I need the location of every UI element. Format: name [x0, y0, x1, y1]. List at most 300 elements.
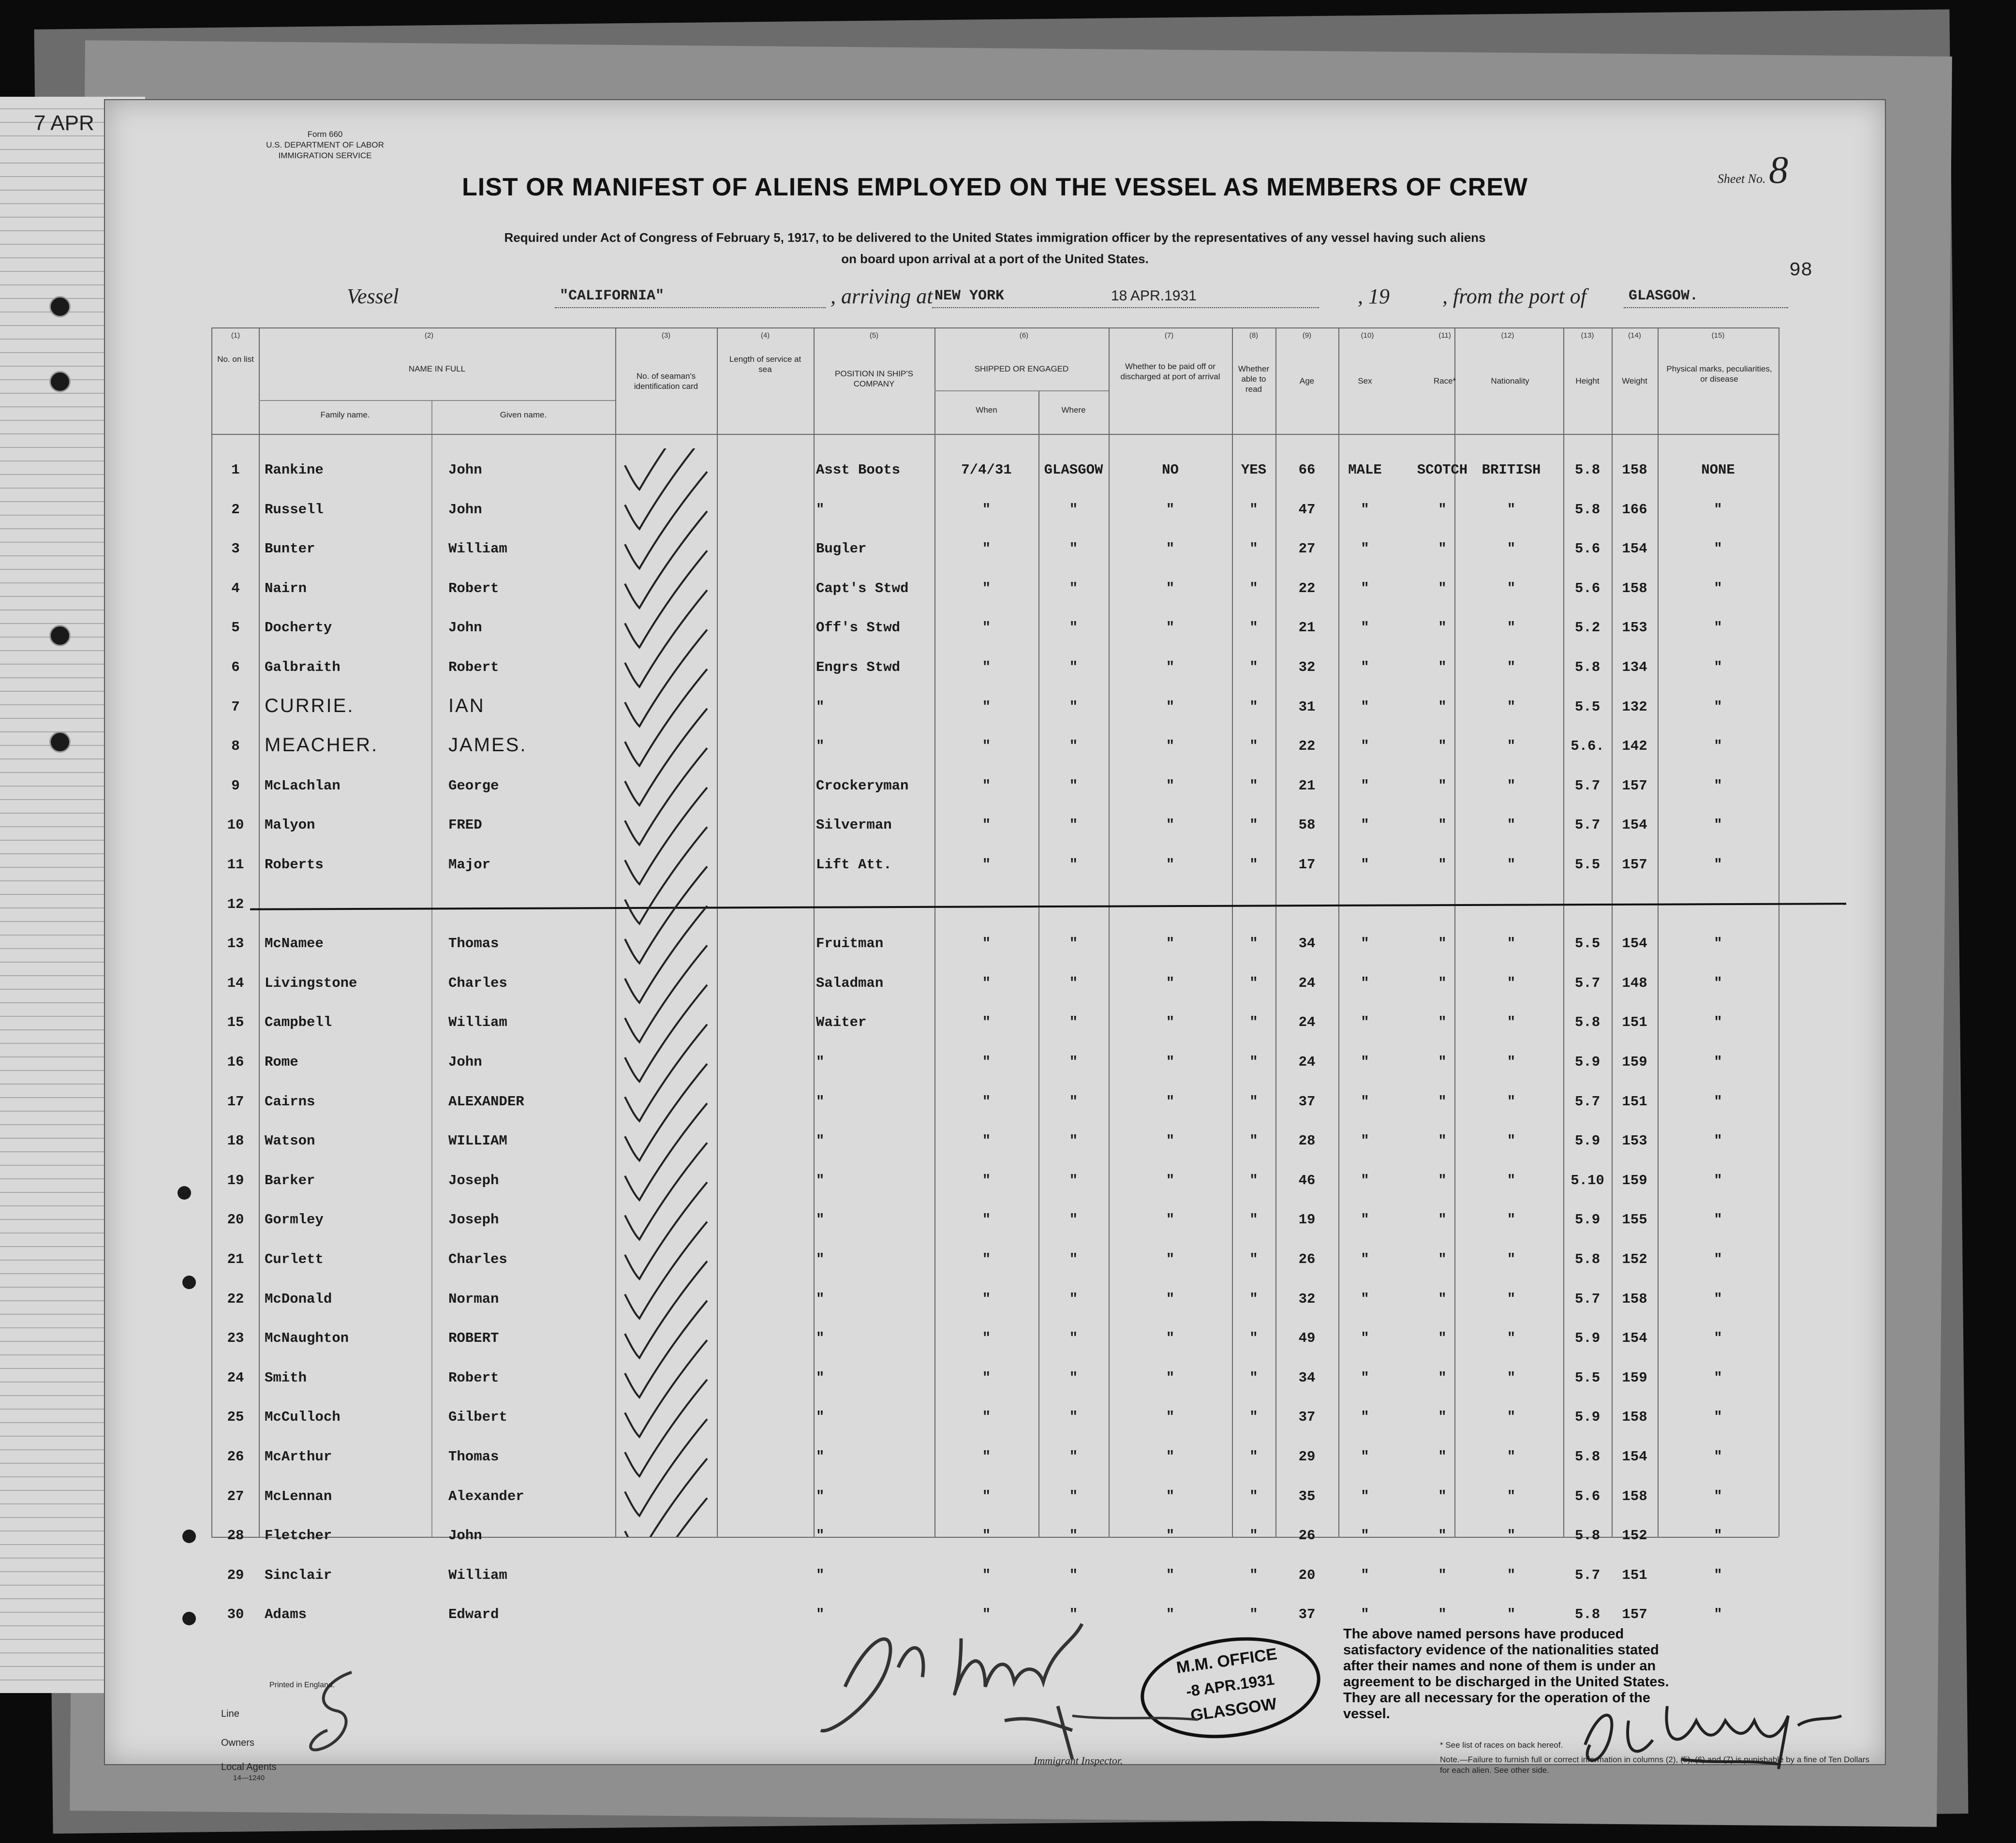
cell-weight: 151	[1622, 1093, 1647, 1110]
cell-height: 5.8	[1574, 1528, 1601, 1544]
cell-given: Major	[448, 857, 491, 873]
cell-weight: 157	[1622, 1606, 1647, 1623]
cell-weight: 154	[1622, 1449, 1647, 1465]
header-name: NAME IN FULL	[408, 364, 466, 373]
cell-position: "	[816, 1093, 825, 1110]
cell-position: "	[816, 1528, 825, 1544]
cell-no: 24	[227, 1369, 244, 1386]
table-row	[105, 848, 1885, 887]
cell-age: 58	[1298, 817, 1316, 833]
cell-marks: "	[1714, 857, 1722, 873]
punch-hole	[182, 1612, 196, 1625]
cell-sex: "	[1361, 1488, 1369, 1504]
cell-race: "	[1438, 857, 1447, 873]
cell-given: Gilbert	[448, 1409, 507, 1426]
header-paid: Whether to be paid off or discharged at port of arrival	[1120, 362, 1220, 381]
cell-family: Curlett	[265, 1251, 324, 1267]
cell-paid: "	[1166, 817, 1175, 833]
cell-age: 19	[1298, 1212, 1316, 1228]
cell-sex: "	[1361, 1133, 1369, 1149]
cell-given: ROBERT	[448, 1330, 499, 1347]
cell-paid: "	[1166, 1212, 1175, 1228]
cell-race: "	[1438, 1369, 1447, 1386]
header-race: Race*	[1433, 376, 1456, 386]
cell-no: 6	[231, 659, 240, 675]
cell-position: "	[816, 1449, 825, 1465]
cell-paid: "	[1166, 1014, 1175, 1031]
table-row	[105, 1361, 1885, 1400]
cell-height: 5.7	[1574, 975, 1601, 991]
cell-age: 37	[1298, 1606, 1316, 1623]
cell-marks: "	[1714, 1528, 1722, 1544]
cell-paid: "	[1166, 1251, 1175, 1267]
cell-where: "	[1069, 1488, 1078, 1504]
punch-hole	[49, 371, 71, 392]
cell-sex: "	[1361, 1172, 1369, 1189]
cell-age: 28	[1298, 1133, 1316, 1149]
cell-weight: 158	[1622, 1409, 1647, 1426]
cell-no: 1	[231, 462, 240, 478]
cell-race: "	[1438, 936, 1447, 952]
cell-marks: "	[1714, 1014, 1722, 1031]
cell-position: "	[816, 738, 825, 755]
cell-sex: "	[1361, 501, 1369, 518]
cell-height: 5.5	[1574, 699, 1601, 715]
cell-family: McCulloch	[265, 1409, 341, 1426]
arrival-port: NEW YORK	[934, 288, 1005, 304]
cell-height: 5.8	[1574, 1014, 1601, 1031]
cell-age: 22	[1298, 738, 1316, 755]
cell-age: 46	[1298, 1172, 1316, 1189]
cell-weight: 152	[1622, 1528, 1647, 1544]
cell-when: "	[982, 1449, 991, 1465]
vessel-name: "CALIFORNIA"	[560, 288, 665, 304]
cell-sex: "	[1361, 975, 1369, 991]
cell-age: 31	[1298, 699, 1316, 715]
cell-marks: "	[1714, 1093, 1722, 1110]
cell-height: 5.2	[1574, 620, 1601, 636]
cell-read: "	[1249, 777, 1258, 794]
cell-no: 11	[227, 857, 244, 873]
cell-when: "	[982, 1212, 991, 1228]
col-num-9: (9)	[1302, 331, 1312, 340]
col-num-4: (4)	[760, 331, 770, 340]
cell-when: "	[982, 580, 991, 596]
cell-when: "	[982, 1054, 991, 1070]
cell-position: "	[816, 1606, 825, 1623]
cell-weight: 166	[1622, 501, 1647, 518]
cell-no: 19	[227, 1172, 244, 1189]
cell-height: 5.8	[1574, 659, 1601, 675]
cell-no: 14	[227, 975, 244, 991]
col-num-11: (11)	[1438, 331, 1451, 340]
table-row	[105, 572, 1885, 611]
cell-height: 5.9	[1574, 1212, 1601, 1228]
cell-nationality: "	[1507, 501, 1516, 518]
cell-sex: "	[1361, 580, 1369, 596]
cell-weight: 159	[1622, 1172, 1647, 1189]
cell-race: "	[1438, 1449, 1447, 1465]
cell-height: 5.5	[1574, 1369, 1601, 1386]
cell-nationality: "	[1507, 1567, 1516, 1583]
cell-family: Bunter	[265, 541, 315, 557]
cell-marks: "	[1714, 580, 1722, 596]
cell-when: "	[982, 1567, 991, 1583]
cell-no: 29	[227, 1567, 244, 1583]
check-mark	[625, 1498, 707, 1537]
cell-when: "	[982, 1133, 991, 1149]
cell-marks: "	[1714, 1567, 1722, 1583]
table-row	[105, 1045, 1885, 1085]
cell-family: Galbraith	[265, 659, 341, 675]
cell-where: "	[1069, 1133, 1078, 1149]
punch-hole	[49, 296, 71, 317]
cell-family: Malyon	[265, 817, 315, 833]
cell-sex: "	[1361, 620, 1369, 636]
cell-position: "	[816, 1330, 825, 1347]
col-num-10: (10)	[1361, 331, 1374, 340]
header-height: Height	[1575, 376, 1600, 386]
cell-family: Barker	[265, 1172, 315, 1189]
cell-height: 5.8	[1574, 501, 1601, 518]
subtitle-line-1: Required under Act of Congress of February 5, 1917, to be delivered to the United States immigration officer by the representatives of any vessel having such aliens	[504, 230, 1486, 245]
cell-position: Waiter	[816, 1014, 867, 1031]
cell-when: "	[982, 501, 991, 518]
cell-where: "	[1069, 1172, 1078, 1189]
cell-paid: "	[1166, 777, 1175, 794]
cell-weight: 155	[1622, 1212, 1647, 1228]
cell-position: "	[816, 1369, 825, 1386]
punch-hole	[49, 625, 71, 646]
cell-when: "	[982, 699, 991, 715]
cell-position: "	[816, 1133, 825, 1149]
cell-when: "	[982, 1488, 991, 1504]
cell-weight: 134	[1622, 659, 1647, 675]
cell-no: 27	[227, 1488, 244, 1504]
cell-paid: "	[1166, 975, 1175, 991]
cell-where: "	[1069, 1291, 1078, 1307]
cell-position: "	[816, 1409, 825, 1426]
cell-given: William	[448, 1567, 507, 1583]
col-num-7: (7)	[1164, 331, 1174, 340]
col-num-15: (15)	[1711, 331, 1725, 340]
cell-marks: "	[1714, 1212, 1722, 1228]
cell-where: GLASGOW	[1044, 462, 1103, 478]
cell-sex: "	[1361, 777, 1369, 794]
cell-paid: "	[1166, 1133, 1175, 1149]
cell-race: "	[1438, 777, 1447, 794]
cell-sex: "	[1361, 1014, 1369, 1031]
arrival-date: 18 APR.1931	[1111, 288, 1197, 304]
cell-paid: "	[1166, 936, 1175, 952]
cell-no: 10	[227, 817, 244, 833]
owners-label: Owners	[221, 1738, 254, 1748]
cell-age: 24	[1298, 975, 1316, 991]
cell-position: "	[816, 1251, 825, 1267]
cell-where: "	[1069, 1409, 1078, 1426]
page-title: LIST OR MANIFEST OF ALIENS EMPLOYED ON THE VESSEL AS MEMBERS OF CREW	[462, 173, 1528, 201]
check-mark	[625, 448, 707, 529]
cell-age: 24	[1298, 1054, 1316, 1070]
cell-no: 8	[231, 738, 240, 755]
cell-family: Roberts	[265, 857, 324, 873]
cell-family: Rome	[265, 1054, 298, 1070]
col-num-3: (3)	[661, 331, 671, 340]
header-when: When	[976, 405, 997, 415]
cell-weight: 152	[1622, 1251, 1647, 1267]
cell-nationality: "	[1507, 1291, 1516, 1307]
cell-paid: "	[1166, 1291, 1175, 1307]
cell-age: 29	[1298, 1449, 1316, 1465]
cell-race: "	[1438, 580, 1447, 596]
cell-weight: 153	[1622, 1133, 1647, 1149]
cell-nationality: "	[1507, 699, 1516, 715]
table-row	[105, 532, 1885, 571]
cell-where: "	[1069, 580, 1078, 596]
cell-weight: 148	[1622, 975, 1647, 991]
cell-age: 17	[1298, 857, 1316, 873]
cell-height: 5.8	[1574, 462, 1601, 478]
cell-nationality: "	[1507, 738, 1516, 755]
cell-given: FRED	[448, 817, 482, 833]
cell-where: "	[1069, 1014, 1078, 1031]
cell-family: Adams	[265, 1606, 307, 1623]
cell-where: "	[1069, 1251, 1078, 1267]
cell-family: Russell	[265, 501, 324, 518]
cell-read: "	[1249, 1054, 1258, 1070]
stamp-top: M.M. OFFICE	[1175, 1645, 1278, 1677]
agents-code: 14—1240	[233, 1774, 265, 1782]
cell-where: "	[1069, 738, 1078, 755]
cell-sex: "	[1361, 541, 1369, 557]
cell-family: McNamee	[265, 936, 324, 952]
cell-weight: 151	[1622, 1014, 1647, 1031]
cell-when: "	[982, 1251, 991, 1267]
cell-when: "	[982, 1014, 991, 1031]
cell-age: 21	[1298, 620, 1316, 636]
cell-read: "	[1249, 1172, 1258, 1189]
cell-marks: "	[1714, 975, 1722, 991]
cell-position: Saladman	[816, 975, 884, 991]
from-port: GLASGOW.	[1629, 288, 1699, 304]
cell-where: "	[1069, 817, 1078, 833]
cell-family: MEACHER.	[265, 734, 379, 756]
table-row	[105, 1124, 1885, 1163]
cell-read: "	[1249, 1014, 1258, 1031]
cell-sex: "	[1361, 1330, 1369, 1347]
header-no: No. on list	[217, 355, 254, 364]
table-row	[105, 888, 1885, 927]
year-label: , 19	[1358, 284, 1390, 308]
cell-read: "	[1249, 620, 1258, 636]
cell-marks: "	[1714, 1330, 1722, 1347]
cell-paid: "	[1166, 1488, 1175, 1504]
cell-sex: "	[1361, 1449, 1369, 1465]
cell-sex: "	[1361, 1528, 1369, 1544]
cell-sex: "	[1361, 1369, 1369, 1386]
cell-nationality: "	[1507, 1488, 1516, 1504]
cell-position: Lift Att.	[816, 857, 892, 873]
cell-when: "	[982, 1291, 991, 1307]
cell-weight: 154	[1622, 541, 1647, 557]
cell-where: "	[1069, 1528, 1078, 1544]
cell-height: 5.6.	[1571, 738, 1604, 755]
cell-no: 7	[231, 699, 240, 715]
cell-height: 5.9	[1574, 1133, 1601, 1149]
cell-read: "	[1249, 1567, 1258, 1583]
header-family: Family name.	[320, 410, 370, 419]
cell-height: 5.8	[1574, 1449, 1601, 1465]
printed-note: Printed in England.	[269, 1681, 335, 1689]
cell-family: Campbell	[265, 1014, 332, 1031]
cell-when: "	[982, 541, 991, 557]
cell-nationality: BRITISH	[1482, 462, 1541, 478]
cell-marks: "	[1714, 936, 1722, 952]
cell-sex: "	[1361, 738, 1369, 755]
cell-sex: "	[1361, 1212, 1369, 1228]
col-num-8: (8)	[1249, 331, 1259, 340]
cell-when: "	[982, 1606, 991, 1623]
cell-nationality: "	[1507, 817, 1516, 833]
table-row	[105, 1164, 1885, 1203]
cell-given: Joseph	[448, 1212, 499, 1228]
from-label: , from the port of	[1442, 284, 1586, 308]
cell-no: 21	[227, 1251, 244, 1267]
cell-race: "	[1438, 699, 1447, 715]
cell-race: "	[1438, 1291, 1447, 1307]
cell-family: Gormley	[265, 1212, 324, 1228]
cell-where: "	[1069, 659, 1078, 675]
cell-age: 49	[1298, 1330, 1316, 1347]
cell-family: Sinclair	[265, 1567, 332, 1583]
punch-hole	[49, 731, 71, 753]
cell-where: "	[1069, 1369, 1078, 1386]
cell-given: George	[448, 777, 499, 794]
cell-sex: MALE	[1348, 462, 1382, 478]
col-num-6: (6)	[1019, 331, 1029, 340]
cell-paid: "	[1166, 1409, 1175, 1426]
cell-marks: "	[1714, 659, 1722, 675]
cell-where: "	[1069, 699, 1078, 715]
table-row	[105, 453, 1885, 492]
cell-given: Alexander	[448, 1488, 524, 1504]
col-num-5: (5)	[869, 331, 879, 340]
cell-sex: "	[1361, 659, 1369, 675]
cell-family: Nairn	[265, 580, 307, 596]
arriving-label: , arriving at	[830, 284, 933, 308]
race-note: * See list of races on back hereof.	[1440, 1740, 1563, 1750]
service: IMMIGRATION SERVICE	[278, 151, 372, 160]
cell-age: 24	[1298, 1014, 1316, 1031]
cell-marks: "	[1714, 817, 1722, 833]
cell-race: "	[1438, 1409, 1447, 1426]
cell-read: "	[1249, 541, 1258, 557]
cell-weight: 159	[1622, 1054, 1647, 1070]
cell-marks: "	[1714, 1606, 1722, 1623]
cell-read: "	[1249, 1488, 1258, 1504]
fine-note: Note.—Failure to furnish full or correct information in columns (2), (5), (6) and (7) is punishable by a fine of Ten Dollars for each alien. See other side.	[1440, 1755, 1869, 1775]
agents-label: Local Agents	[221, 1762, 277, 1772]
cell-nationality: "	[1507, 620, 1516, 636]
cell-weight: 158	[1622, 1291, 1647, 1307]
cell-position: "	[816, 1291, 825, 1307]
cell-family: Smith	[265, 1369, 307, 1386]
cell-read: "	[1249, 1133, 1258, 1149]
cell-no: 13	[227, 936, 244, 952]
cell-when: "	[982, 738, 991, 755]
cell-paid: "	[1166, 1567, 1175, 1583]
cell-no: 30	[227, 1606, 244, 1623]
header-position: POSITION IN SHIP'S COMPANY	[835, 369, 913, 388]
cell-height: 5.8	[1574, 1251, 1601, 1267]
inspector-label: Immigrant Inspector.	[1034, 1754, 1123, 1767]
cell-no: 18	[227, 1133, 244, 1149]
cell-paid: "	[1166, 580, 1175, 596]
cell-where: "	[1069, 975, 1078, 991]
table-row	[105, 1519, 1885, 1558]
table-row	[105, 808, 1885, 847]
stamp-date: -8 APR.1931	[1185, 1670, 1275, 1700]
cell-nationality: "	[1507, 1093, 1516, 1110]
col-num-13: (13)	[1581, 331, 1594, 340]
cell-sex: "	[1361, 817, 1369, 833]
cell-weight: 154	[1622, 817, 1647, 833]
cell-height: 5.9	[1574, 1409, 1601, 1426]
sheet-value: 8	[1769, 149, 1788, 192]
cell-given: IAN	[448, 695, 485, 716]
table-row	[105, 1006, 1885, 1045]
cell-sex: "	[1361, 857, 1369, 873]
cell-position: "	[816, 1567, 825, 1583]
cell-paid: "	[1166, 541, 1175, 557]
header-sex: Sex	[1358, 376, 1372, 386]
cell-where: "	[1069, 1330, 1078, 1347]
cell-position: Silverman	[816, 817, 892, 833]
cell-when: "	[982, 620, 991, 636]
table-row	[105, 1400, 1885, 1440]
cell-nationality: "	[1507, 1369, 1516, 1386]
cell-marks: "	[1714, 1409, 1722, 1426]
cell-race: "	[1438, 1093, 1447, 1110]
cell-marks: "	[1714, 1172, 1722, 1189]
cell-paid: "	[1166, 659, 1175, 675]
cell-position: Off's Stwd	[816, 620, 901, 636]
table-row	[105, 1282, 1885, 1322]
table-row	[105, 1480, 1885, 1519]
manifest-page	[104, 99, 1886, 1782]
cell-age: 32	[1298, 1291, 1316, 1307]
cell-race: "	[1438, 738, 1447, 755]
cell-given: John	[448, 501, 482, 518]
cell-paid: "	[1166, 1330, 1175, 1347]
corner-number: 98	[1789, 260, 1812, 282]
cell-race: "	[1438, 1528, 1447, 1544]
cell-when: "	[982, 1093, 991, 1110]
cell-no: 16	[227, 1054, 244, 1070]
form-number: Form 660	[307, 130, 343, 139]
cell-family: McArthur	[265, 1449, 332, 1465]
cell-paid: "	[1166, 1369, 1175, 1386]
table-row	[105, 1559, 1885, 1598]
cell-read: "	[1249, 1251, 1258, 1267]
cell-age: 66	[1298, 462, 1316, 478]
cell-height: 5.9	[1574, 1054, 1601, 1070]
cell-paid: "	[1166, 1172, 1175, 1189]
cell-weight: 157	[1622, 777, 1647, 794]
cell-marks: "	[1714, 777, 1722, 794]
cell-position: "	[816, 1212, 825, 1228]
cell-height: 5.7	[1574, 1093, 1601, 1110]
